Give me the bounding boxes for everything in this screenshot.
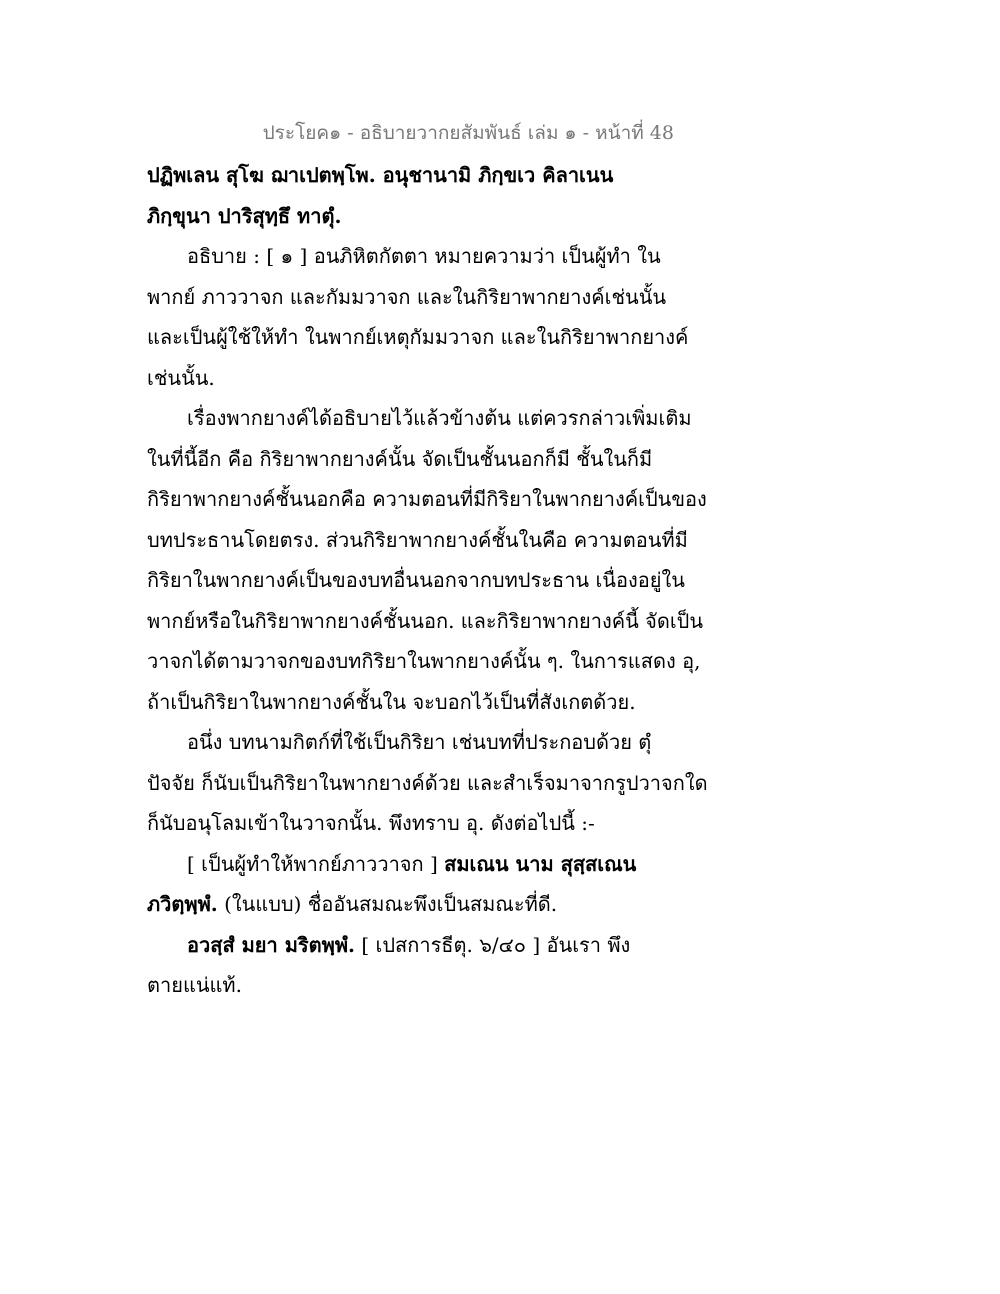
pali-phrase: ปฏิพเลน สุโฆ ฌาเปตพฺโพ. อนุชานามิ ภิกฺขเว คิลาเนน [147,163,614,187]
text-line-6 [147,358,687,399]
line-text: ปัจจัย ก็นับเป็นกิริยาในพากยางค์ด้วย และสำเร็จมาจากรูปวาจกใด [147,770,708,795]
text-line-4 [147,277,687,318]
line-text: เรื่องพากยางค์ได้อธิบายไว้แล้วข้างต้น แต่ควรกล่าวเพิ่มเติม [187,406,692,430]
line-text: และเป็นผู้ใช้ให้ทำ ในพากย์เหตุกัมมวาจก และในกิริยาพากยางค์ [147,325,689,349]
text-line-10 [147,520,687,561]
text-line-17 [147,803,687,844]
body-text [147,155,708,1006]
line-text: พากย์หรือในกิริยาพากยางค์ชั้นนอก. และกิริยาพากยางค์นี้ จัดเป็น [147,608,704,633]
line-text: เช่นนั้น. [147,365,215,390]
text-line-18 [147,844,687,885]
line-text: [ เป็นผู้ทำให้พากย์ภาววาจก ] [187,851,445,876]
text-line-11 [147,560,687,601]
text-line-5 [147,317,687,358]
line-text: ตายแน่แท้. [147,973,242,997]
text-line-1 [147,155,687,196]
text-line-13 [147,641,701,682]
line-text: วาจกได้ตามวาจกของบทกิริยาในพากยางค์นั้น ๆ. ในการแสดง อุ, [147,649,701,673]
text-line-15 [147,722,687,763]
text-line-2 [147,196,687,237]
text-line-14 [147,682,687,723]
pali-example: สมเณน นาม สุสฺสเณน [444,851,637,876]
line-text: กิริยาพากยางค์ชั้นนอกคือ ความตอนที่มีกิริยาในพากยางค์เป็นของ [147,487,707,511]
line-text: [ เปสการธีตุ. ๖/๔๐ ] อันเรา พึง [354,932,631,957]
pali-example: ภวิตฺพฺพํ. [147,892,218,916]
text-line-16 [147,763,708,804]
text-line-20 [147,925,687,966]
line-text: อนึ่ง บทนามกิตก์ที่ใช้เป็นกิริยา เช่นบทที่ประกอบด้วย ตุํ [187,730,652,754]
running-header: ประโยค๑ - อธิบายวากยสัมพันธ์ เล่ม ๑ - หน้าที่ 48 [262,122,674,144]
text-line-12 [147,601,704,642]
pali-phrase: ภิกฺขุนา ปาริสุทฺธึ ทาตุํ. [147,203,342,228]
line-text: ก็นับอนุโลมเข้าในวาจกนั้น. พึงทราบ อุ. ดังต่อไปนี้ :- [147,811,595,835]
text-line-9 [147,479,707,520]
line-text: กิริยาในพากยางค์เป็นของบทอื่นนอกจากบทประธาน เนื่องอยู่ใน [147,568,685,592]
line-text: อธิบาย : [ ๑ ] อนภิหิตกัตตา หมายความว่า เป็นผู้ทำ ใน [187,244,661,268]
line-text: (ในแบบ) ชื่ออันสมณะพึงเป็นสมณะที่ดี. [217,892,558,916]
pali-example: อวสฺสํ มยา มริตพฺพํ. [187,932,355,957]
text-line-8 [147,439,687,480]
line-text: บทประธานโดยตรง. ส่วนกิริยาพากยางค์ชั้นในคือ ความตอนที่มี [147,527,688,552]
line-text: ในที่นี้อีก คือ กิริยาพากยางค์นั้น จัดเป็นชั้นนอกก็มี ชั้นในก็มี [147,446,653,471]
text-line-21 [147,965,687,1006]
text-line-3 [147,236,687,277]
text-line-19 [147,884,687,925]
text-line-7 [147,398,692,439]
line-text: ถ้าเป็นกิริยาในพากยางค์ชั้นใน จะบอกไว้เป็นที่สังเกตด้วย. [147,689,636,714]
line-text: พากย์ ภาววาจก และกัมมวาจก และในกิริยาพากยางค์เช่นนั้น [147,284,667,309]
